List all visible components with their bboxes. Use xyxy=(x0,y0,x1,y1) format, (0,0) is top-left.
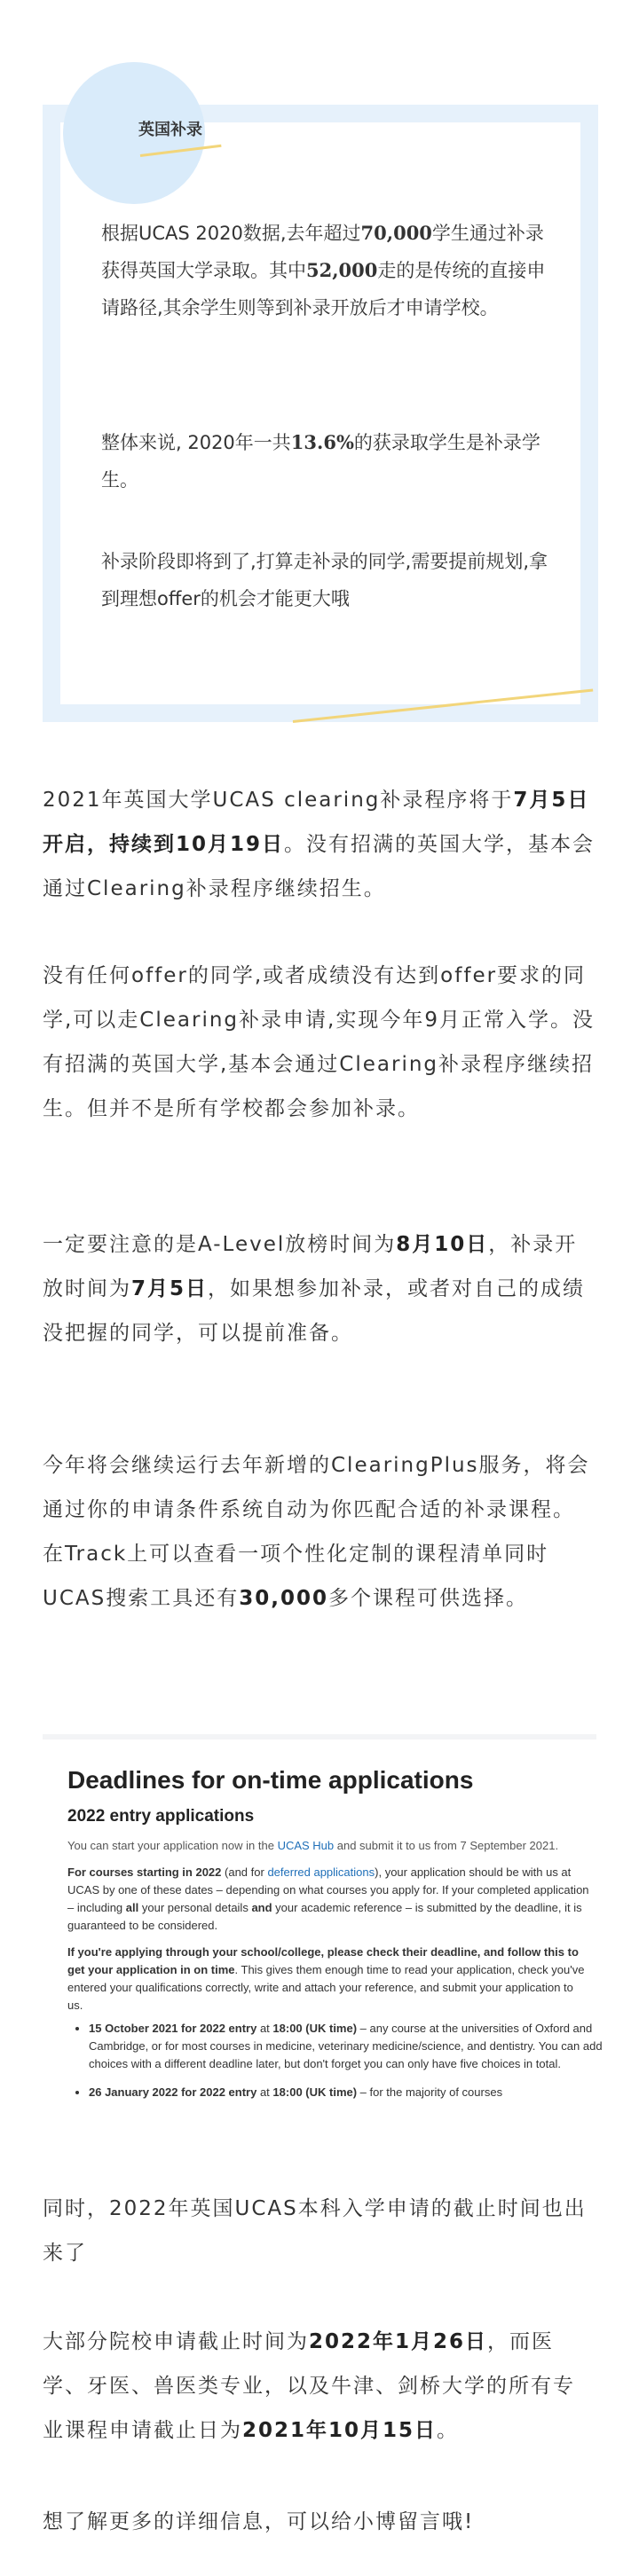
screenshot-deadline-list xyxy=(67,2020,608,2112)
screenshot-courses-paragraph: For courses starting in 2022 (and for deferred applications), your application should be with us at UCAS by one of these dates – depending on what courses you apply for. If your completed application – including all your personal details and your academic reference – is submitted by the deadline, it is guaranteed to be considered. xyxy=(67,1865,589,1932)
intro-paragraph-2: 整体来说, 2020年一共13.6%的获录取学生是补录学生。 xyxy=(101,431,540,491)
body-paragraph-2: 没有任何offer的同学,或者成绩没有达到offer要求的同学,可以走Clearing补录申请,实现今年9月正常入学。没有招满的英国大学,基本会通过Clearing补录程序继续招生。但并不是所有学校都会参加补录。 xyxy=(43,964,595,1120)
intro-paragraph-3: 补录阶段即将到了,打算走补录的同学,需要提前规划,拿到理想offer的机会才能更大哦 xyxy=(101,551,548,609)
body-paragraph-3: 一定要注意的是A-Level放榜时间为8月10日，补录开放时间为7月5日，如果想参加补录，或者对自己的成绩没把握的同学，可以提前准备。 xyxy=(43,1233,586,1345)
ucas-deadlines-screenshot xyxy=(43,1734,603,2148)
intro-paragraph-1: 根据UCAS 2020数据,去年超过70,000学生通过补录获得英国大学录取。其中52,000走的是传统的直接申请路径,其余学生则等到补录开放后才申请学校。 xyxy=(101,222,546,318)
body-paragraph-5: 同时，2022年英国UCAS本科入学申请的截止时间也出来了 xyxy=(43,2197,587,2265)
intro-tag: 英国补录 xyxy=(138,121,202,139)
screenshot-intro-line: You can start your application now in the UCAS Hub and submit it to us from 7 September 2021. xyxy=(67,1839,559,1852)
deadline-list-item: • 15 October 2021 for 2022 entry at 18:00 (UK time) – any course at the universities of Oxford and Cambridge, or for most courses in medicine, veterinary medicine/science, and dentistry. You can add choices with a different deadline later, but don't forget you can only have five choices in total. xyxy=(89,2020,608,2073)
body-paragraph-7: 想了解更多的详细信息，可以给小博留言哦! xyxy=(43,2510,475,2533)
screenshot-subheading: 2022 entry applications xyxy=(67,1807,255,1826)
body-paragraph-4: 今年将会继续运行去年新增的ClearingPlus服务，将会通过你的申请条件系统自动为你匹配合适的补录课程。在Track上可以查看一项个性化定制的课程清单同时UCAS搜索工具还有30,000多个课程可供选择。 xyxy=(43,1454,590,1610)
screenshot-heading: Deadlines for on-time applications xyxy=(67,1766,474,1794)
ucas-hub-link[interactable]: UCAS Hub xyxy=(277,1839,335,1852)
screenshot-school-paragraph: If you're applying through your school/college, please check their deadline, and follow this to get your application in on time. This gives them enough time to read your application, check you've entered your qualifications correctly, write and attach your reference, and submit your application to us. xyxy=(67,1945,585,2012)
body-paragraph-6: 大部分院校申请截止时间为2022年1月26日，而医学、牙医、兽医类专业，以及牛津、剑桥大学的所有专业课程申请截止日为2021年10月15日。 xyxy=(43,2330,575,2442)
body-paragraph-1: 2021年英国大学UCAS clearing补录程序将于7月5日开启，持续到10月19日。没有招满的英国大学，基本会通过Clearing补录程序继续招生。 xyxy=(43,789,596,900)
deferred-applications-link[interactable]: deferred applications xyxy=(267,1865,375,1879)
deadline-list-item: • 26 January 2022 for 2022 entry at 18:00 (UK time) – for the majority of courses xyxy=(89,2084,608,2101)
